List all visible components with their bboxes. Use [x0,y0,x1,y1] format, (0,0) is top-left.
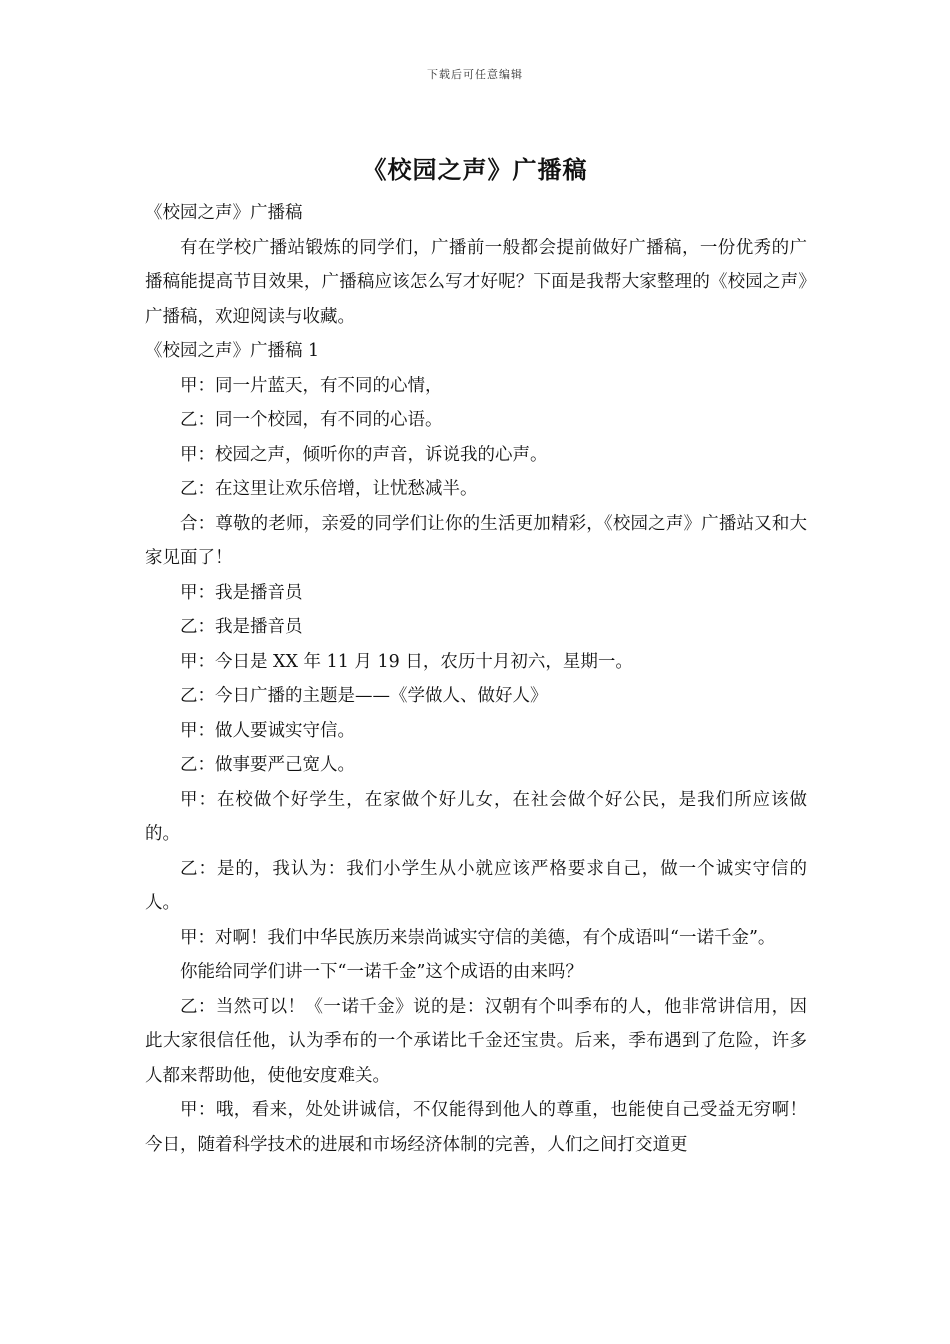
subtitle-paragraph: 《校园之声》广播稿 [145,203,303,223]
dialogue-line: 乙：是的，我认为：我们小学生从小就应该严格要求自己，做一个诚实守信的人。 [145,858,807,913]
dialogue-line: 乙：我是播音员 [180,617,303,637]
dialogue-line: 甲：我是播音员 [180,582,303,603]
dialogue-line: 甲：同一片蓝天，有不同的心情， [180,375,443,396]
dialogue-line: 甲：在校做个好学生，在家做个好儿女，在社会做个好公民，是我们所应该做的。 [145,789,807,844]
dialogue-line: 乙：当然可以！《一诺千金》说的是：汉朝有个叫季布的人，他非常讲信用，因此大家很信任他，认为季布的一个承诺比千金还宝贵。后来，季布遇到了危险，许多人都来帮助他，使他安度难关。 [145,996,807,1086]
dialogue-line: 甲：做人要诚实守信。 [180,720,355,741]
dialogue-line: 甲：对啊！我们中华民族历来崇尚诚实守信的美德，有个成语叫“一诺千金”。 [180,927,776,948]
dialogue-line: 乙：做事要严己宽人。 [180,755,355,775]
dialogue-line: 乙：今日广播的主题是——《学做人、做好人》 [180,686,548,706]
dialogue-line: 甲：哦，看来，处处讲诚信，不仅能得到他人的尊重，也能使自己受益无穷啊！今日，随着科学技术的进展和市场经济体制的完善，人们之间打交道更 [145,1100,807,1155]
document-body [145,196,807,1162]
dialogue-line: 合：尊敬的老师，亲爱的同学们让你的生活更加精彩，《校园之声》广播站又和大家见面了！ [145,513,807,568]
document-title: 《校园之声》广播稿 [362,155,588,184]
dialogue-line: 乙：同一个校园，有不同的心语。 [180,410,443,430]
dialogue-line: 甲：今日是 XX 年 11 月 19 日，农历十月初六，星期一。 [180,651,633,672]
section-heading: 《校园之声》广播稿 1 [145,341,320,361]
header-note: 下载后可任意编辑 [427,68,523,81]
dialogue-line: 乙：在这里让欢乐倍增，让忧愁减半。 [180,479,478,499]
intro-paragraph: 有在学校广播站锻炼的同学们，广播前一般都会提前做好广播稿，一份优秀的广播稿能提高节目效果，广播稿应该怎么写才好呢？下面是我帮大家整理的《校园之声》广播稿，欢迎阅读与收藏。 [145,237,807,327]
dialogue-line: 你能给同学们讲一下“一诺千金”这个成语的由来吗？ [180,962,583,982]
dialogue-line: 甲：校园之声，倾听你的声音，诉说我的心声。 [180,444,548,465]
